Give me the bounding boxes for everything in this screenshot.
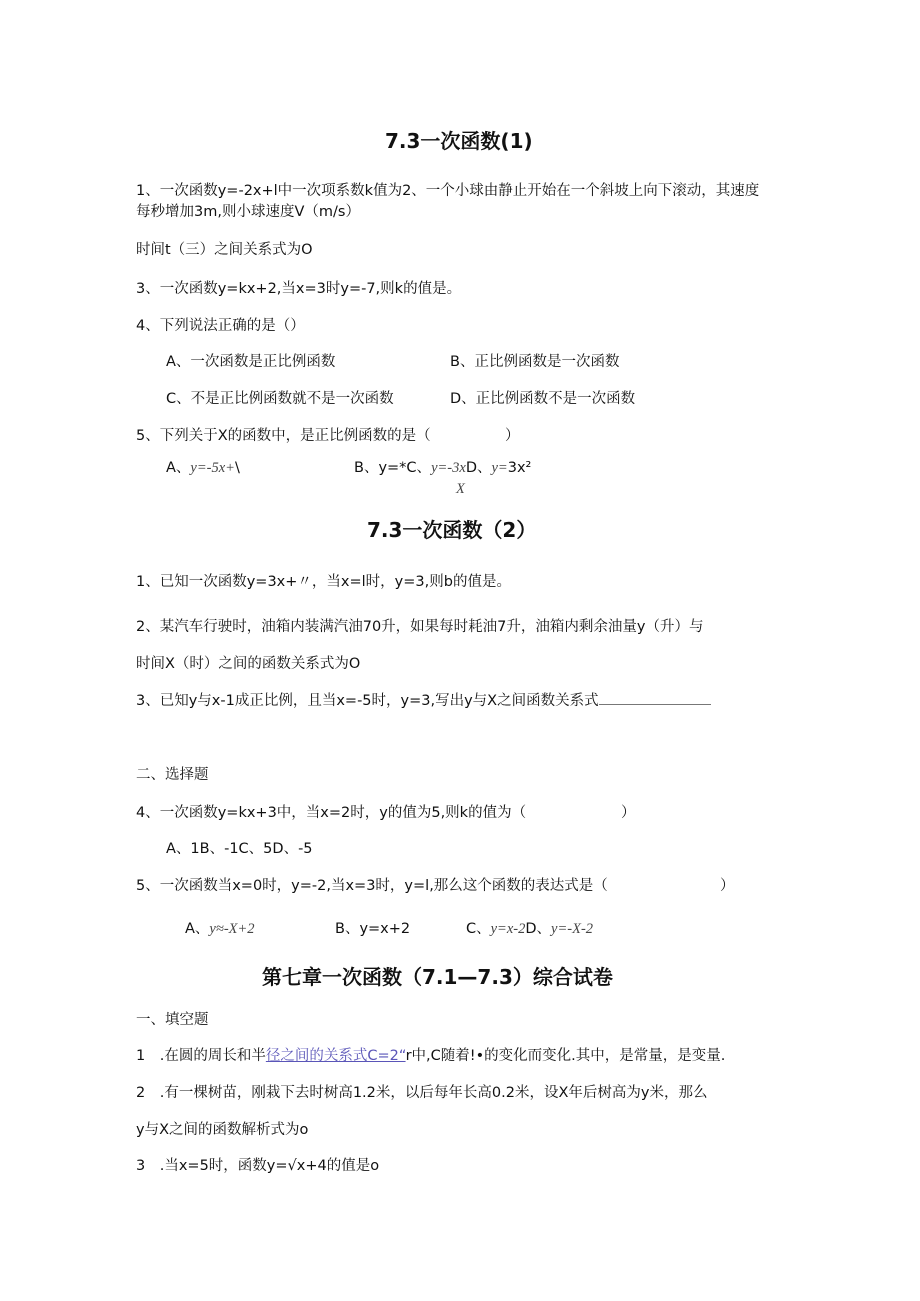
s3-section-heading: 一、填空题 xyxy=(136,1012,209,1028)
s1-q5-options-bcd: B、y=*C、y=-3xD、y=3x² xyxy=(354,460,532,476)
s1-q5-c-expression: y=-3x xyxy=(431,460,466,476)
s1-q5-c-denominator: X xyxy=(456,481,465,497)
section2-title: 7.3一次函数（2） xyxy=(367,518,537,542)
s1-question-5: 5、下列关于X的函数中，是正比例函数的是（ xyxy=(136,428,431,444)
s2-q5-option-b: B、y=x+2 xyxy=(335,921,411,937)
s2-question-5: 5、一次函数当x=0时，y=-2,当x=3时，y=l,那么这个函数的表达式是（ xyxy=(136,878,608,894)
s1-question-4: 4、下列说法正确的是（） xyxy=(136,318,305,334)
section3-title: 第七章一次函数（7.1—7.3）综合试卷 xyxy=(262,965,613,989)
s2-section-heading: 二、选择题 xyxy=(136,767,209,783)
s3-question-1: 1 .在圆的周长和半径之间的关系式C=2“r中,C随着!•的变化而变化.其中，是常量，是变量. xyxy=(136,1048,726,1064)
s2-question-4-close: ） xyxy=(621,805,636,821)
s2-q5-options-cd: C、y=x-2D、y=-X-2 xyxy=(466,921,594,937)
s2-question-5-close: ） xyxy=(720,878,735,894)
s2-question-3: 3、已知y与x-1成正比例，且当x=-5时，y=3,写出y与X之间函数关系式 xyxy=(136,692,711,710)
s2-question-4: 4、一次函数y=kx+3中，当x=2时，y的值为5,则k的值为（ xyxy=(136,805,527,821)
s1-q4-option-b: B、正比例函数是一次函数 xyxy=(450,354,620,370)
s2-question-1: 1、已知一次函数y=3x+〃，当x=l时，y=3,则b的值是。 xyxy=(136,574,511,590)
s1-question-1-line-2: 每秒增加3m,则小球速度V（m/s） xyxy=(136,204,360,220)
s1-q5-option-a: A、y=-5x+\ xyxy=(166,460,240,476)
formula-link[interactable]: 径之间的关系式C=2“ xyxy=(265,1048,406,1064)
s1-q4-option-d: D、正比例函数不是一次函数 xyxy=(450,391,636,407)
s2-q5-a-expression: y≈-X+2 xyxy=(209,921,255,937)
s1-q5-d-expression: y= xyxy=(491,460,508,476)
s2-q5-d-expression: y=-X-2 xyxy=(551,921,594,937)
s2-q4-options: A、1B、-1C、5D、-5 xyxy=(166,841,313,857)
s1-question-3: 3、一次函数y=kx+2,当x=3时y=-7,则k的值是。 xyxy=(136,281,462,297)
answer-blank xyxy=(599,692,711,705)
s1-q4-option-a: A、一次函数是正比例函数 xyxy=(166,354,336,370)
s1-q5-a-expression: y=-5x+ xyxy=(190,460,235,476)
s2-question-2-line-2: 时间X（时）之间的函数关系式为O xyxy=(136,656,361,672)
s2-q5-c-expression: y=x-2 xyxy=(490,921,526,937)
s1-question-5-close: ） xyxy=(505,428,520,444)
s3-question-3: 3 .当x=5时，函数y=√x+4的值是o xyxy=(136,1158,380,1174)
s1-question-1-line-3: 时间t（三）之间关系式为O xyxy=(136,242,313,258)
s1-q4-option-c: C、不是正比例函数就不是一次函数 xyxy=(166,391,394,407)
s2-q5-option-a: A、y≈-X+2 xyxy=(185,921,255,937)
s2-question-2-line-1: 2、某汽车行驶时，油箱内装满汽油70升，如果每时耗油7升，油箱内剩余油量y（升）与 xyxy=(136,619,704,635)
s3-question-2-line-2: y与X之间的函数解析式为o xyxy=(136,1122,309,1138)
section1-title: 7.3一次函数(1) xyxy=(385,129,533,153)
s3-question-2-line-1: 2 .有一棵树苗，刚栽下去时树高1.2米，以后每年长高0.2米，设X年后树高为y米，那么 xyxy=(136,1085,708,1101)
s1-question-1-line-1: 1、一次函数y=-2x+l中一次项系数k值为2、一个小球由静止开始在一个斜坡上向下滚动，其速度 xyxy=(136,183,760,199)
